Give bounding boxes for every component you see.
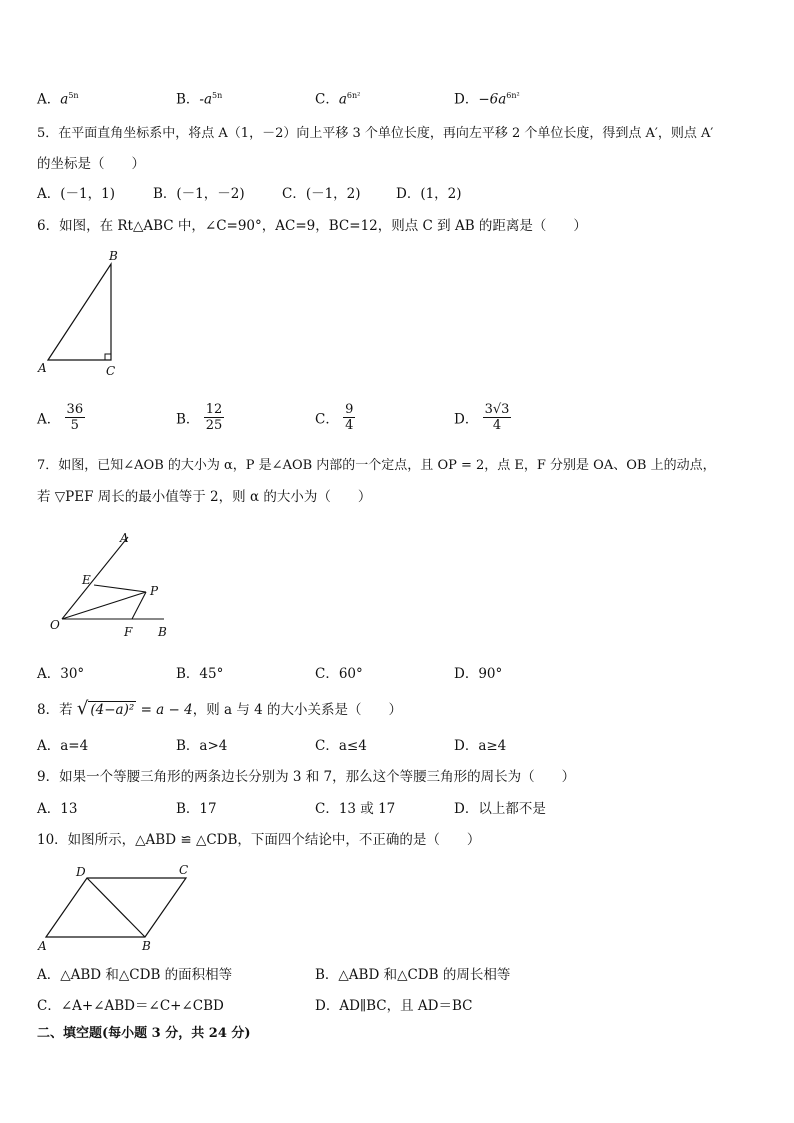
label-c: C xyxy=(106,364,116,378)
q7-figure xyxy=(40,525,180,645)
q10-option-c[interactable]: C．∠A+∠ABD＝∠C+∠CBD xyxy=(37,998,224,1014)
q8-option-c[interactable]: C．a≤4 xyxy=(315,738,367,754)
q8-option-b[interactable]: B．a>4 xyxy=(176,738,228,754)
right-angle-mark xyxy=(105,354,111,360)
q6-option-b[interactable]: B． $\frac{12}{25}$ xyxy=(176,402,223,433)
label-o: O xyxy=(50,618,60,632)
sqrt-symbol-icon: √ xyxy=(76,698,89,719)
q7-stem-line1: 7．如图，已知∠AOB 的大小为 α，P 是∠AOB 内部的一个定点，且 OP = 2，点 E，F 分别是 OA、OB 上的动点， xyxy=(37,458,716,473)
q5-stem-line2: 的坐标是（ ） xyxy=(37,156,145,172)
q9-option-a[interactable]: A．13 xyxy=(37,801,78,817)
fraction: $\frac{36}{5}$ xyxy=(66,402,84,433)
label-a: A xyxy=(38,939,47,953)
q4-option-c[interactable]: C．$a^{6n^2}$ xyxy=(315,91,361,108)
q5-option-c[interactable]: C．(－1，2) xyxy=(282,186,361,202)
q7-option-a[interactable]: A．30° xyxy=(37,666,85,682)
q4-option-b[interactable]: B．$-a^{5n}$ xyxy=(176,91,223,108)
label-a: A xyxy=(38,361,47,375)
q7-stem-line2: 若 ▽PEF 周长的最小值等于 2，则 α 的大小为（ ） xyxy=(37,489,372,505)
q6-option-c[interactable]: C． $\frac{9}{4}$ xyxy=(315,402,354,433)
q7-option-d[interactable]: D．90° xyxy=(454,666,503,682)
q10-option-b[interactable]: B．△ABD 和△CDB 的周长相等 xyxy=(315,967,511,983)
q10-stem: 10．如图所示，△ABD ≌ △CDB，下面四个结论中，不正确的是（ ） xyxy=(37,832,481,848)
q8-option-a[interactable]: A．a=4 xyxy=(37,738,89,754)
q6-figure xyxy=(30,244,140,384)
label-e: E xyxy=(82,573,91,587)
q9-option-b[interactable]: B．17 xyxy=(176,801,217,817)
q9-option-d[interactable]: D．以上都不是 xyxy=(454,801,546,817)
q8-option-d[interactable]: D．a≥4 xyxy=(454,738,507,754)
q9-stem: 9．如果一个等腰三角形的两条边长分别为 3 和 7，那么这个等腰三角形的周长为（ ） xyxy=(37,769,576,785)
q7-option-b[interactable]: B．45° xyxy=(176,666,224,682)
label-b: B xyxy=(158,625,167,639)
fraction: $\frac{9}{4}$ xyxy=(345,402,354,433)
label-c: C xyxy=(179,863,189,877)
q4-option-a[interactable]: A．$a^{5n}$ xyxy=(37,91,79,108)
fraction: $\frac{12}{25}$ xyxy=(205,402,223,433)
label-b: B xyxy=(142,939,151,953)
q9-option-c[interactable]: C．13 或 17 xyxy=(315,801,396,817)
q6-stem: 6．如图，在 Rt△ABC 中，∠C=90°，AC=9，BC=12，则点 C 到 AB 的距离是（ ） xyxy=(37,218,587,234)
q4-option-d[interactable]: D．$-6a^{6n^2}$ xyxy=(454,91,520,108)
label-f: F xyxy=(124,625,133,639)
label-a: A xyxy=(120,531,129,545)
q7-option-c[interactable]: C．60° xyxy=(315,666,363,682)
section-title-fill-in: 二、填空题(每小题 3 分，共 24 分) xyxy=(37,1026,251,1041)
q10-option-d[interactable]: D．AD∥BC，且 AD＝BC xyxy=(315,998,473,1014)
q8-stem: 8．若 √ (4−a)² = a − 4，则 a 与 4 的大小关系是（ ） xyxy=(37,698,403,719)
sqrt-expression: √ (4−a)² xyxy=(76,698,135,719)
q5-option-d[interactable]: D．(1，2) xyxy=(396,186,462,202)
q6-option-d[interactable]: D． $\frac{3√3}{4}$ xyxy=(454,402,510,433)
q10-option-a[interactable]: A．△ABD 和△CDB 的面积相等 xyxy=(37,967,233,983)
q5-option-a[interactable]: A．(－1，1) xyxy=(37,186,115,202)
segment-ep xyxy=(94,585,146,592)
label-p: P xyxy=(150,584,159,598)
ray-oa xyxy=(62,537,128,619)
fraction: $\frac{3√3}{4}$ xyxy=(484,402,510,433)
label-b: B xyxy=(109,249,118,263)
diagonal-db xyxy=(87,878,145,937)
q5-stem-line1: 5．在平面直角坐标系中，将点 A（1，－2）向上平移 3 个单位长度，再向左平移 2 个单位长度，得到点 A′，则点 A′ xyxy=(37,126,714,141)
q5-option-b[interactable]: B．(－1，－2) xyxy=(153,186,245,202)
segment-ef-hidden xyxy=(94,585,132,619)
q6-option-a[interactable]: A． $\frac{36}{5}$ xyxy=(37,402,84,433)
segment-op xyxy=(62,592,146,619)
q10-figure xyxy=(34,858,204,954)
triangle-abc xyxy=(48,264,111,360)
label-d: D xyxy=(76,865,86,879)
